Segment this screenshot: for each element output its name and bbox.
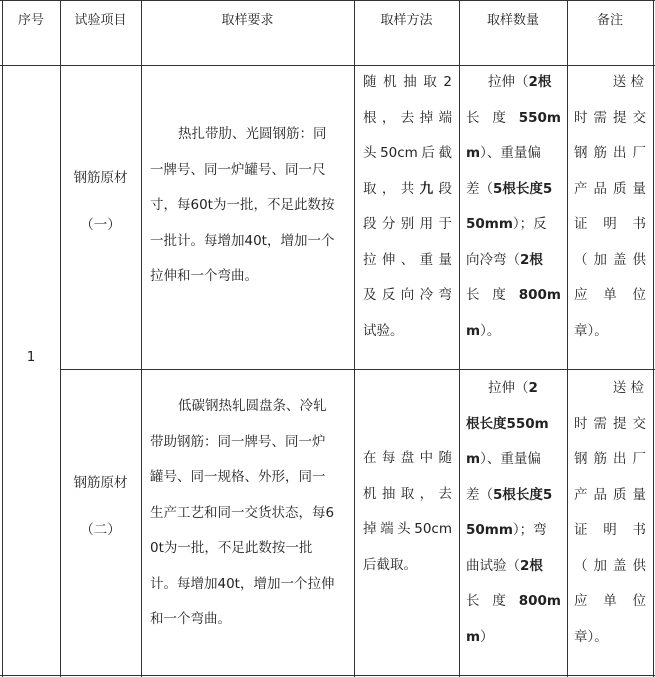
method-line: 根，去掉端 [363,109,452,126]
qty-line: m）。 [466,322,501,339]
req-line: 低碳钢热轧圆盘条、冷轧 [178,398,327,414]
qty-line: m）、重量偏 [466,145,541,161]
qty-line: 根长度550m [466,415,549,432]
qty-line: 长 度 550m [466,109,561,126]
table-divider-seq [60,0,61,677]
table-divider-item [141,0,142,677]
qty-line: 长 度 800m [466,593,561,609]
req-line: 一批计。每增加40t，增加一个 [150,232,335,249]
req-line: 和一个弯曲。 [150,611,231,627]
header-seq: 序号 [17,13,44,28]
method-line: 随机抽取2 [363,74,452,90]
note-line: 送 检 [612,380,644,396]
row2-note [574,371,646,655]
req-line: 计。每增加40t，增加一个拉伸 [150,575,335,592]
row2-requirements [150,389,348,638]
table-border-top [0,0,655,1]
qty-line: 长 度 800m [466,287,561,303]
note-line: 钢筋出厂 [574,145,646,161]
req-line: 寸，每60t为一批，不足此数按 [150,197,335,213]
row1-note [574,65,646,349]
row2-item-index: （二） [80,521,121,538]
table-row-divider [60,369,655,370]
req-line: 热扎带肋、光圆钢筋：同 [178,126,327,142]
note-line: 送 检 [612,74,644,90]
qty-line: 拉伸（2根 [488,74,552,90]
header-method: 取样方法 [380,13,433,28]
row1-requirements [150,117,348,295]
row1-method [363,65,452,349]
note-line: 产品质量 [574,180,646,197]
req-line: 一牌号、同一炉罐号、同一尺 [150,161,326,178]
method-line: 头50cm后截 [363,145,452,161]
method-line: 取，共九段 [363,180,452,197]
row2-method [363,441,452,583]
row2-quantity [466,371,561,655]
note-line: 证 明 书 [574,216,646,232]
note-line: 应 单 位 [574,287,646,303]
seq-value: 1 [26,349,36,365]
req-line: 罐号、同一规格、外形，同一 [150,469,326,485]
method-line: 后截取。 [363,556,417,573]
row1-quantity [466,65,561,349]
method-line: 在每盘中随 [363,450,452,466]
qty-line: 拉伸（2 [488,380,538,396]
table-divider-method [459,0,460,677]
qty-line: 差（5根长度5 [466,486,553,503]
header-req: 取样要求 [221,13,274,28]
method-line: 拉伸、重量 [363,251,452,268]
note-line: 应 单 位 [574,593,646,609]
req-line: 0t为一批，不足此数按一批 [150,540,313,556]
qty-line: m）、重量偏 [466,451,541,467]
row1-item-index: （一） [80,216,121,233]
method-line: 试验。 [363,322,404,339]
req-line: 生产工艺和同一交货状态，每6 [150,504,335,521]
note-line: （加盖供 [574,251,646,268]
row1-item-name: 钢筋原材 [73,170,128,186]
method-line: 机抽取，去 [363,485,452,502]
note-line: 章）。 [574,628,608,645]
qty-line: 50mm）；弯 [466,522,547,538]
method-line: 掉端头50cm [363,521,452,537]
note-line: 时需提交 [574,415,646,432]
note-line: 证 明 书 [574,522,646,538]
req-line: 拉伸和一个弯曲。 [150,268,258,284]
row1-item [60,161,141,243]
req-line: 带助钢筋：同一牌号、同一炉 [150,433,326,450]
table-divider-req [354,0,355,677]
qty-line: 50mm）；反 [466,216,547,232]
note-line: （加盖供 [574,557,646,574]
table-border-right [653,0,654,677]
table-border-left [2,0,3,677]
method-line: 及反向冷弯 [363,287,452,303]
header-item: 试验项目 [74,13,127,28]
note-line: 时需提交 [574,109,646,126]
table-divider-qty [567,0,568,677]
table-border-bottom [0,675,655,676]
note-line: 章）。 [574,322,608,339]
qty-line: 曲试验（2根 [466,557,543,574]
header-qty: 取样数量 [486,13,539,28]
row2-item [60,466,141,548]
qty-line: 差（5根长度5 [466,180,553,197]
qty-line: 向冷弯（2根 [466,251,543,268]
header-note: 备注 [596,13,623,28]
method-line: 段分别用于 [363,216,452,232]
qty-line: m） [466,628,494,645]
note-line: 产品质量 [574,486,646,503]
row2-item-name: 钢筋原材 [73,475,128,491]
note-line: 钢筋出厂 [574,451,646,467]
